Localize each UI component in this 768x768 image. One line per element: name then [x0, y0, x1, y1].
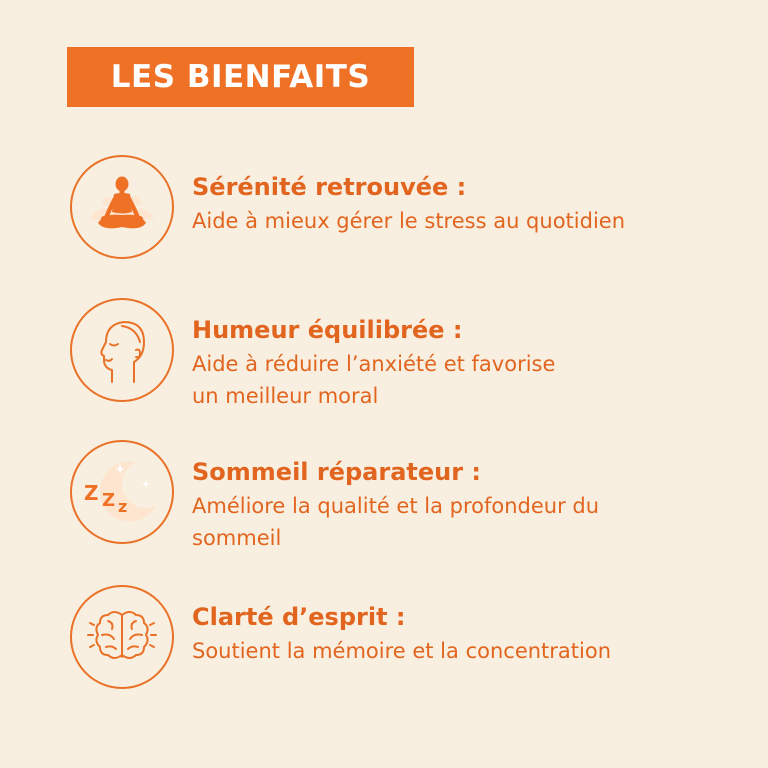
page-title: LES BIENFAITS	[110, 59, 371, 95]
benefit-description-line: sommeil	[192, 526, 282, 550]
meditation-lotus-icon	[70, 155, 174, 259]
benefit-title: Humeur équilibrée :	[192, 316, 463, 344]
benefit-text	[192, 601, 752, 667]
header-badge	[67, 47, 414, 107]
calm-face-profile-icon	[70, 298, 174, 402]
benefit-description	[192, 205, 752, 237]
svg-text:z: z	[118, 497, 128, 516]
benefit-title: Sérénité retrouvée :	[192, 173, 467, 201]
benefit-description	[192, 635, 752, 667]
sleep-moon-zzz-icon	[70, 440, 174, 544]
benefit-description	[192, 348, 752, 412]
benefit-text	[192, 314, 752, 412]
brain-icon	[70, 585, 174, 689]
svg-text:Z: Z	[102, 490, 116, 511]
benefit-description-line: Aide à réduire l’anxiété et favorise	[192, 352, 556, 376]
benefit-text	[192, 456, 752, 554]
benefit-text	[192, 171, 752, 237]
benefit-title: Sommeil réparateur :	[192, 458, 482, 486]
benefit-title: Clarté d’esprit :	[192, 603, 406, 631]
benefit-description-line: Soutient la mémoire et la concentration	[192, 639, 612, 663]
benefit-description-line: Aide à mieux gérer le stress au quotidien	[192, 209, 626, 233]
benefit-description	[192, 490, 752, 554]
svg-text:Z: Z	[84, 481, 99, 505]
benefit-description-line: Améliore la qualité et la profondeur du	[192, 494, 600, 518]
benefit-description-line: un meilleur moral	[192, 384, 379, 408]
